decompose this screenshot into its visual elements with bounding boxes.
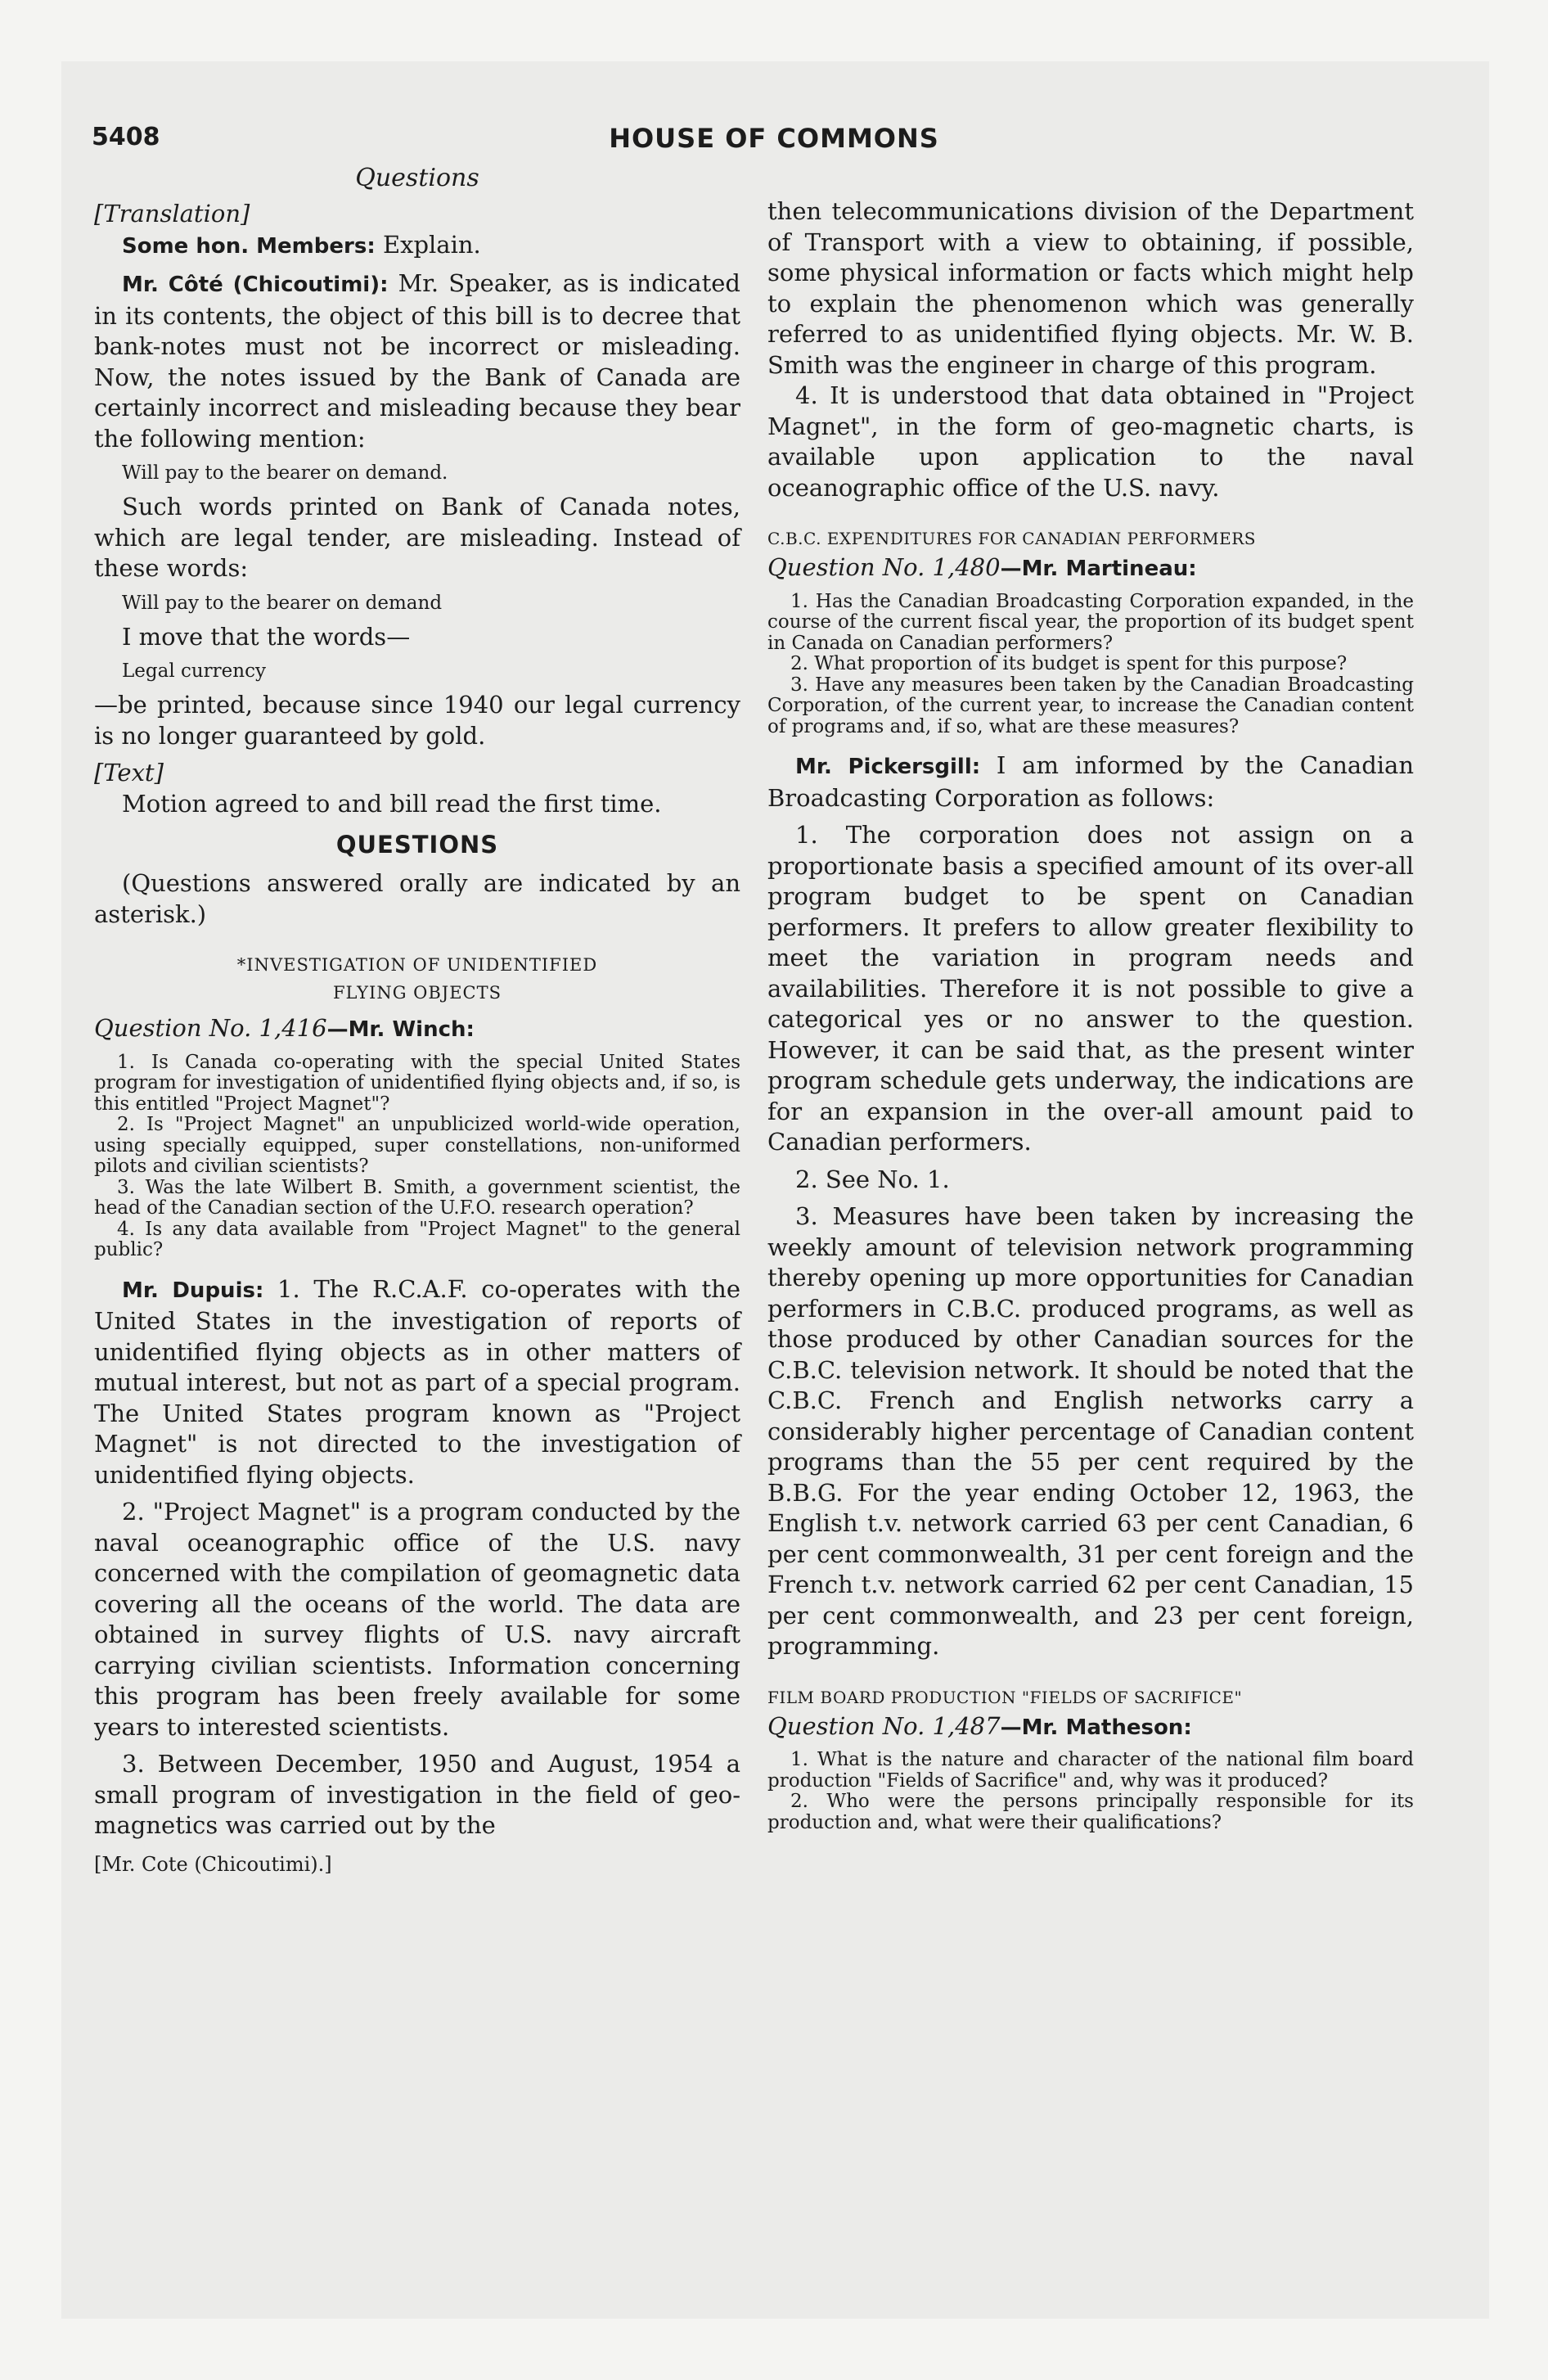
question-item: 2. Who were the persons principally responsible for its production and, what were their qualifications? (767, 1791, 1414, 1833)
paragraph: 3. Between December, 1950 and August, 1954 a small program of investigation in the field of geo-magnetics was carried out by the (94, 1750, 740, 1839)
page-title: HOUSE OF COMMONS (609, 123, 939, 154)
running-head (0, 123, 1548, 164)
paragraph: (Questions answered orally are indicated by an asterisk.) (94, 869, 740, 928)
question-asker: —Mr. Winch: (326, 1017, 475, 1042)
section-label: Questions (355, 164, 479, 192)
speech-text: 1. The R.C.A.F. co-operates with the United States in the investigation of reports of unidentified flying objects as in other matters of mutual interest, but not as part of a special program. The United States program known as "Project Magnet" is not directed to the investigation of unidentified flying objects. (94, 1274, 741, 1489)
question-item: 2. Is "Project Magnet" an unpublicized world-wide operation, using specially equipped, super constellations, non-uniformed pilots and civilian scientists? (94, 1114, 740, 1177)
paragraph: I move that the words— (122, 622, 411, 651)
footer-attribution: [Mr. Cote (Chicoutimi).] (94, 1852, 332, 1876)
paragraph (94, 230, 740, 263)
block-quote: Will pay to the bearer on demand. (122, 462, 448, 484)
speech-text: I am informed by the Canadian Broadcasting Corporation as follows: (767, 751, 1414, 812)
text-tag: [Text] (94, 759, 164, 787)
ufo-heading-line1: *INVESTIGATION OF UNIDENTIFIED (236, 955, 598, 975)
speaker-name: Mr. Dupuis: (122, 1278, 264, 1303)
block-quote: Legal currency (122, 660, 266, 682)
paragraph: 2. "Project Magnet" is a program conducted by the naval oceanographic office of the U.S. navy concerned with the compilation of geomagnetic data covering all the oceans of the world. The data are obtained in survey flights of U.S. navy aircraft carrying civilian scientists. Information concerning this program has been freely available for some years to interested scientists. (94, 1498, 740, 1741)
question-label (767, 1711, 1414, 1744)
question-item: 3. Was the late Wilbert B. Smith, a government scientist, the head of the Canadian section of the U.F.O. research operation? (94, 1176, 740, 1219)
question-item: 3. Have any measures been taken by the Canadian Broadcasting Corporation, of the current year, to increase the Canadian content of programs and, if so, what are these measures? (767, 674, 1414, 737)
question-item: 1. Has the Canadian Broadcasting Corporation expanded, in the course of the current fiscal year, the proportion of its budget spent in Canada on Canadian performers? (767, 590, 1414, 654)
question-item: 2. What proportion of its budget is spent for this purpose? (790, 653, 1348, 674)
paragraph: —be printed, because since 1940 our legal currency is no longer guaranteed by gold. (94, 691, 740, 750)
question-item: 4. Is any data available from "Project Magnet" to the general public? (94, 1218, 740, 1260)
speech-text: Explain. (382, 230, 481, 259)
block-quote: Will pay to the bearer on demand (122, 592, 443, 614)
paragraph: Motion agreed to and bill read the first time. (122, 789, 662, 818)
paragraph: Such words printed on Bank of Canada notes, which are legal tender, are misleading. Instead of these words: (94, 493, 740, 582)
question-item: 1. Is Canada co-operating with the special United States program for investigation of unidentified flying objects and, if so, is this entitled "Project Magnet"? (94, 1051, 740, 1115)
speaker-name: Mr. Côté (Chicoutimi): (122, 273, 389, 297)
right-column (767, 196, 1414, 1833)
question-label (767, 552, 1414, 585)
question-asker: —Mr. Matheson: (1000, 1715, 1192, 1740)
paragraph (94, 268, 740, 454)
film-heading: FILM BOARD PRODUCTION "FIELDS OF SACRIFICE" (767, 1687, 1243, 1707)
question-label (94, 1013, 740, 1046)
question-item: 1. What is the nature and character of the national film board production "Fields of Sacrifice" and, why was it produced? (767, 1749, 1414, 1792)
paragraph: 3. Measures have been taken by increasing the weekly amount of television network programming thereby opening up more opportunities for Canadian performers in C.B.C. produced programs, as well as those produced by other Canadian sources for the C.B.C. television network. It should be noted that the C.B.C. French and English networks carry a considerably higher percentage of Canadian content programs than the 55 per cent required by the B.B.G. For the year ending October 12, 1963, the English t.v. network carried 63 per cent Canadian, 6 per cent commonwealth, 31 per cent foreign and the French t.v. network carried 62 per cent Canadian, 15 per cent commonwealth, and 23 per cent foreign, programming. (767, 1202, 1414, 1660)
paragraph: 4. It is understood that data obtained in "Project Magnet", in the form of geo-magnetic charts, is available upon application to the naval oceanographic office of the U.S. navy. (767, 381, 1414, 502)
cbc-heading: C.B.C. EXPENDITURES FOR CANADIAN PERFORMERS (767, 529, 1256, 548)
left-column (94, 164, 740, 1875)
paragraph: then telecommunications division of the Department of Transport with a view to obtaining, if possible, some physical information or facts which might help to explain the phenomenon which was generally referred to as unidentified flying objects. Mr. W. B. Smith was the engineer in charge of this program. (767, 197, 1414, 379)
page-number: 5408 (92, 123, 160, 151)
speaker-name: Mr. Pickersgill: (795, 755, 981, 779)
paragraph (94, 1274, 740, 1491)
speech-text: Mr. Speaker, as is indicated in its contents, the object of this bill is to decree that bank-notes must not be incorrect or misleading. Now, the notes issued by the Bank of Canada are certainly incorrect and misleading because they bear the following mention: (94, 269, 740, 453)
question-number: Question No. 1,487 (767, 1711, 1001, 1740)
speaker-name: Some hon. Members: (122, 233, 376, 259)
questions-heading: QUESTIONS (335, 831, 499, 859)
translation-tag: [Translation] (94, 200, 250, 228)
paragraph: 1. The corporation does not assign on a proportionate basis a specified amount of its over-all program budget to be spent on Canadian performers. It prefers to allow greater flexibility to meet the variation in program needs and availabilities. Therefore it is not possible to give a categorical yes or no answer to the question. However, it can be said that, as the present winter program schedule gets underway, the indications are for an expansion in the over-all amount paid to Canadian performers. (767, 821, 1414, 1156)
question-number: Question No. 1,480 (767, 553, 1001, 581)
question-asker: —Mr. Martineau: (1000, 557, 1197, 581)
paragraph: 2. See No. 1. (795, 1165, 950, 1193)
ufo-heading-line2: FLYING OBJECTS (332, 983, 502, 1003)
question-number: Question No. 1,416 (94, 1014, 327, 1042)
paragraph (767, 751, 1414, 814)
